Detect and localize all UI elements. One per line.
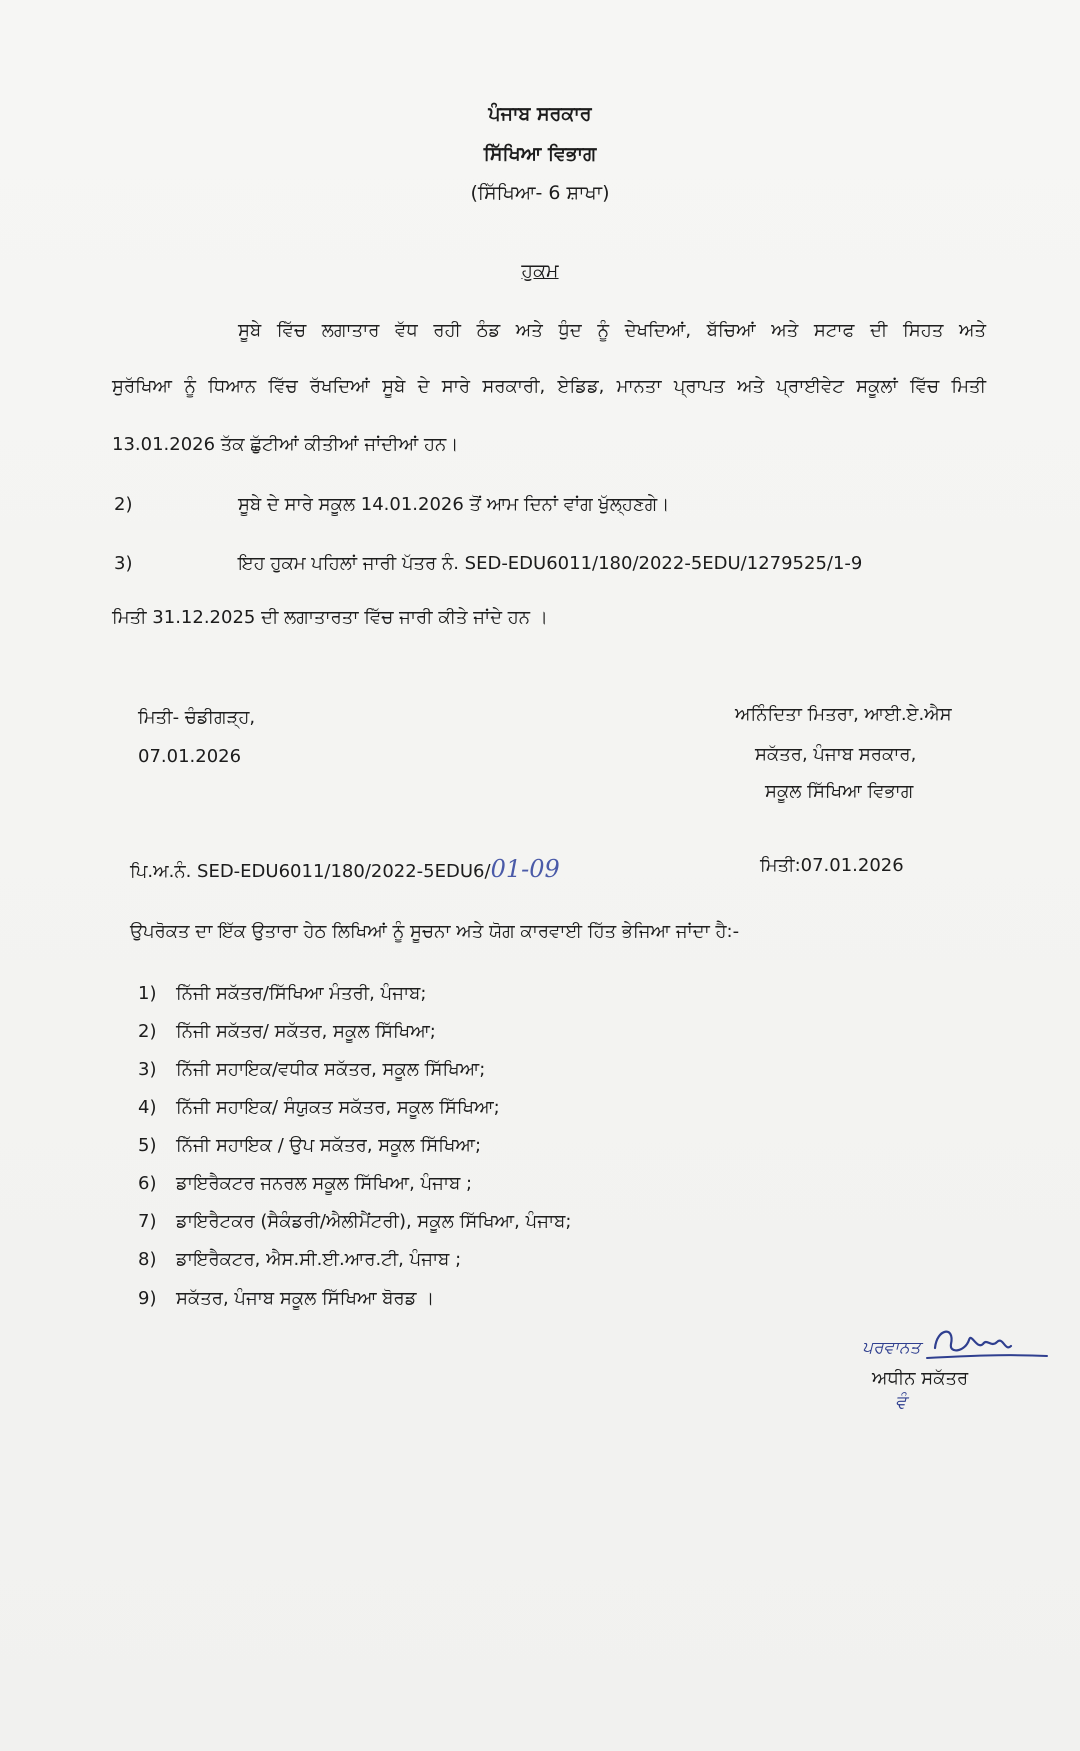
recipient-number: 5) — [138, 1135, 157, 1156]
signatory-department: ਸਕੂਲ ਸਿੱਖਿਆ ਵਿਭਾਗ — [765, 781, 914, 802]
item3-line1: ਇਹ ਹੁਕਮ ਪਹਿਲਾਂ ਜਾਰੀ ਪੱਤਰ ਨੰ. SED-EDU6011/180/2022-5EDU/1279525/1-9 — [238, 553, 863, 574]
place: ਮਿਤੀ- ਚੰਡੀਗੜ੍ਹ, — [138, 707, 256, 728]
signatory-designation: ਸਕੱਤਰ, ਪੰਜਾਬ ਸਰਕਾਰ, — [755, 744, 917, 765]
signature-scrawl-icon — [925, 1318, 1050, 1366]
order-para1-line3: 13.01.2026 ਤੱਕ ਛੁੱਟੀਆਂ ਕੀਤੀਆਂ ਜਾਂਦੀਆਂ ਹਨ। — [112, 434, 459, 455]
item2-number: 2) — [114, 494, 133, 515]
endorsement-number — [130, 855, 560, 884]
recipient-number: 8) — [138, 1249, 157, 1270]
order-date: 07.01.2026 — [138, 746, 242, 767]
recipient-number: 9) — [138, 1288, 157, 1309]
government-title: ਪੰਜਾਬ ਸਰਕਾਰ — [488, 103, 592, 125]
order-title: ਹੁਕਮ — [521, 260, 559, 282]
recipient-text: ਸਕੱਤਰ, ਪੰਜਾਬ ਸਕੂਲ ਸਿੱਖਿਆ ਬੋਰਡ । — [176, 1288, 435, 1309]
recipient-text: ਨਿੱਜੀ ਸਹਾਇਕ/ ਸੰਯੁਕਤ ਸਕੱਤਰ, ਸਕੂਲ ਸਿੱਖਿਆ; — [176, 1097, 500, 1118]
endorsement-intro: ਉਪਰੋਕਤ ਦਾ ਇੱਕ ਉਤਾਰਾ ਹੇਠ ਲਿਖਿਆਂ ਨੂੰ ਸੂਚਨਾ ਅਤੇ ਯੋਗ ਕਾਰਵਾਈ ਹਿੱਤ ਭੇਜਿਆ ਜਾਂਦਾ ਹੈ:- — [130, 921, 740, 942]
recipient-text: ਨਿੱਜੀ ਸਹਾਇਕ / ਉਪ ਸਕੱਤਰ, ਸਕੂਲ ਸਿੱਖਿਆ; — [176, 1135, 482, 1156]
endorsement-number-prefix: ਪਿ.ਅ.ਨੰ. SED-EDU6011/180/2022-5EDU6/ — [130, 861, 491, 882]
recipient-text: ਨਿੱਜੀ ਸਹਾਇਕ/ਵਧੀਕ ਸਕੱਤਰ, ਸਕੂਲ ਸਿੱਖਿਆ; — [176, 1059, 486, 1080]
order-para1-line1: ਸੂਬੇ ਵਿੱਚ ਲਗਾਤਾਰ ਵੱਧ ਰਹੀ ਠੰਡ ਅਤੇ ਧੁੰਦ ਨੂੰ ਦੇਖਦਿਆਂ, ਬੱਚਿਆਂ ਅਤੇ ਸਟਾਫ ਦੀ ਸਿਹਤ ਅਤੇ — [238, 320, 986, 341]
under-secretary-initial: ਵੰ — [895, 1392, 907, 1413]
recipient-number: 6) — [138, 1173, 157, 1194]
recipient-text: ਨਿੱਜੀ ਸਕੱਤਰ/ਸਿੱਖਿਆ ਮੰਤਰੀ, ਪੰਜਾਬ; — [176, 983, 427, 1004]
recipient-number: 1) — [138, 983, 157, 1004]
order-para1-line2: ਸੁਰੱਖਿਆ ਨੂੰ ਧਿਆਨ ਵਿੱਚ ਰੱਖਦਿਆਂ ਸੂਬੇ ਦੇ ਸਾਰੇ ਸਰਕਾਰੀ, ਏਡਿਡ, ਮਾਨਤਾ ਪ੍ਰਾਪਤ ਅਤੇ ਪ੍ਰਾਈਵੇਟ ਸਕੂਲਾਂ ਵਿੱਚ ਮਿਤੀ — [112, 376, 986, 397]
item3-number: 3) — [114, 553, 133, 574]
branch-title: (ਸਿੱਖਿਆ- 6 ਸ਼ਾਖਾ) — [470, 182, 610, 204]
recipient-number: 7) — [138, 1211, 157, 1232]
item3-line2: ਮਿਤੀ 31.12.2025 ਦੀ ਲਗਾਤਾਰਤਾ ਵਿੱਚ ਜਾਰੀ ਕੀਤੇ ਜਾਂਦੇ ਹਨ । — [112, 607, 548, 628]
recipient-text: ਡਾਇਰੈਟਕਰ (ਸੈਕੰਡਰੀ/ਐਲੀਮੈਂਟਰੀ), ਸਕੂਲ ਸਿੱਖਿਆ, ਪੰਜਾਬ; — [176, 1211, 572, 1232]
item2-text: ਸੂਬੇ ਦੇ ਸਾਰੇ ਸਕੂਲ 14.01.2026 ਤੋਂ ਆਮ ਦਿਨਾਂ ਵਾਂਗ ਖੁੱਲ੍ਹਣਗੇ। — [238, 494, 670, 515]
signatory-name: ਅਨਿੰਦਿਤਾ ਮਿਤਰਾ, ਆਈ.ਏ.ਐਸ — [735, 704, 952, 725]
recipient-number: 2) — [138, 1021, 157, 1042]
recipient-number: 4) — [138, 1097, 157, 1118]
recipient-text: ਡਾਇਰੈਕਟਰ ਜਨਰਲ ਸਕੂਲ ਸਿੱਖਿਆ, ਪੰਜਾਬ ; — [176, 1173, 473, 1194]
recipient-text: ਡਾਇਰੈਕਟਰ, ਐਸ.ਸੀ.ਈ.ਆਰ.ਟੀ, ਪੰਜਾਬ ; — [176, 1249, 462, 1270]
recipient-text: ਨਿੱਜੀ ਸਕੱਤਰ/ ਸਕੱਤਰ, ਸਕੂਲ ਸਿੱਖਿਆ; — [176, 1021, 436, 1042]
under-secretary-designation: ਅਧੀਨ ਸਕੱਤਰ — [872, 1368, 969, 1389]
endorsement-date: ਮਿਤੀ:07.01.2026 — [760, 855, 904, 876]
recipient-number: 3) — [138, 1059, 157, 1080]
endorsement-number-handwritten: 01-09 — [490, 855, 560, 883]
department-title: ਸਿੱਖਿਆ ਵਿਭਾਗ — [483, 143, 597, 165]
signature-approved-text: ਪਰਵਾਨਤ — [862, 1338, 921, 1358]
